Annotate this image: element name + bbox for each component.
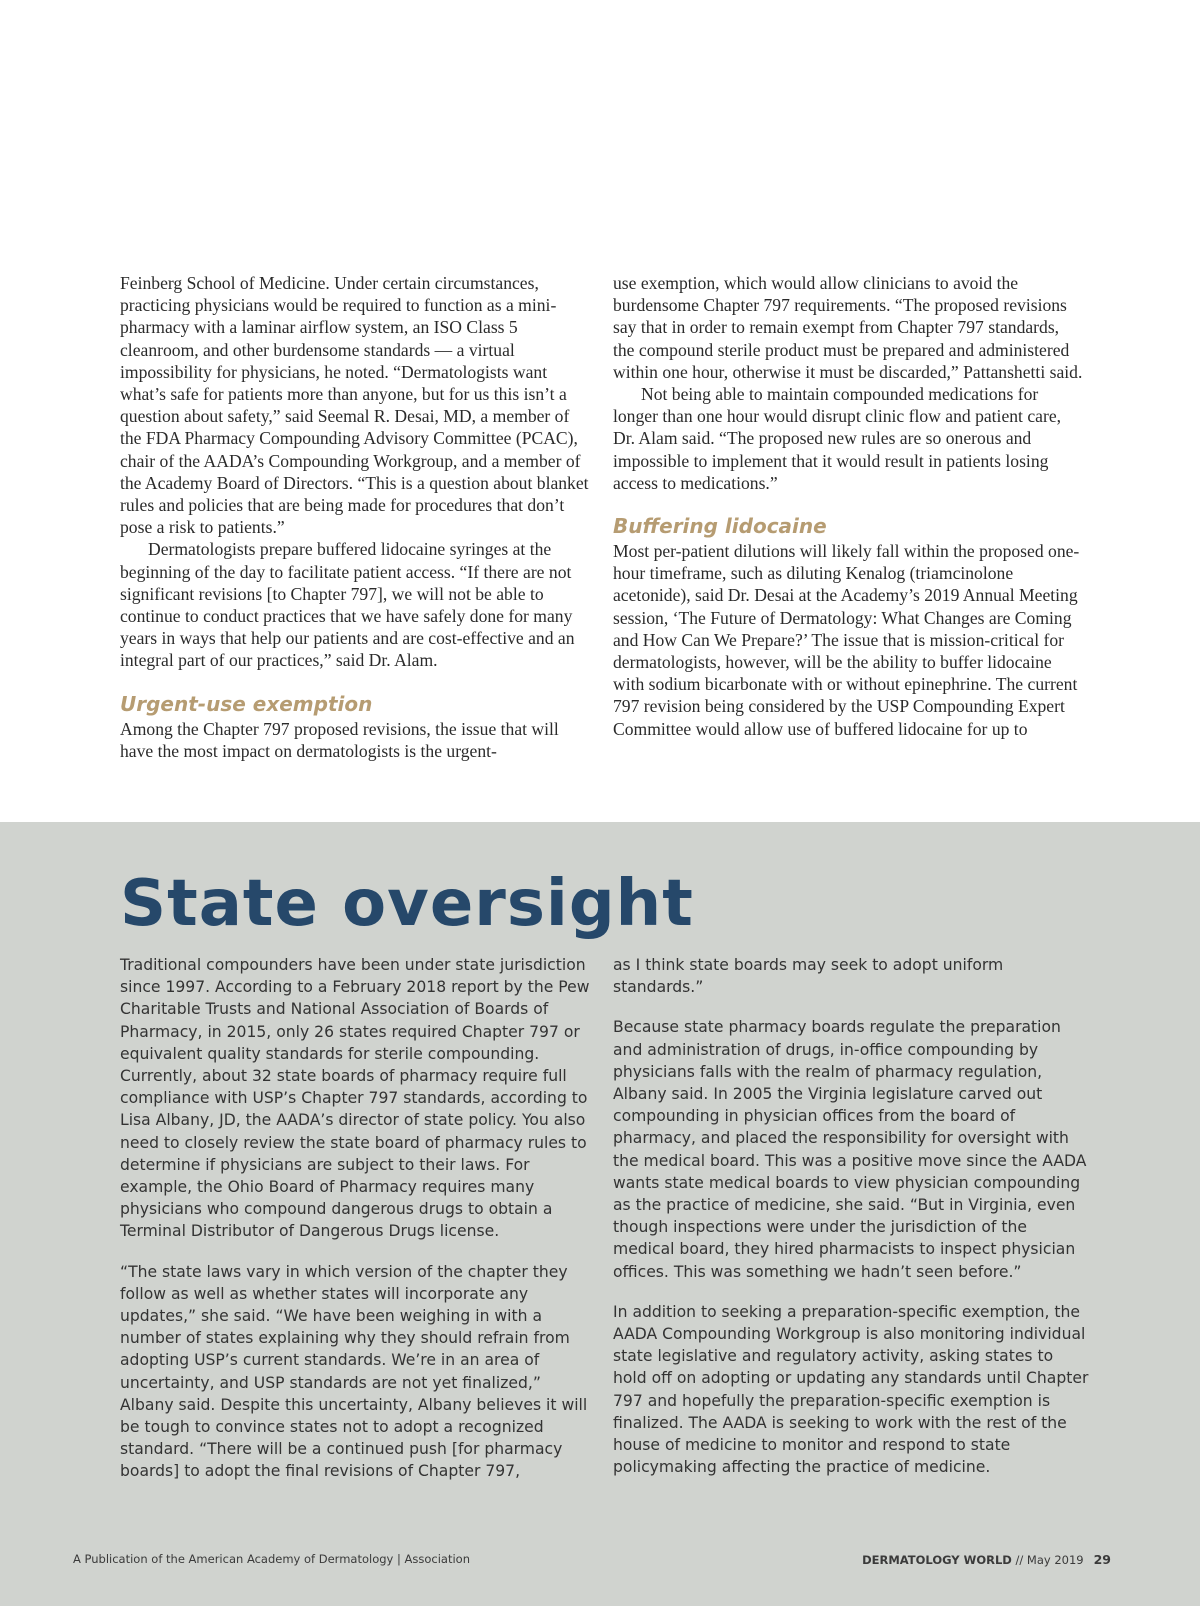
article-paragraph: Most per-patient dilutions will likely fall within the proposed one-hour timeframe, such as diluting Kenalog (triamcinolone acetonide), said Dr. Desai at the Academy’s 2019 Annual Meeting session, ‘The Future of Dermatology: What Changes are Coming and How Can We Prepare?’ The issue that is mission-critical for dermatologists, however, will be the ability to buffer lidocaine with sodium bicarbonate with or without epinephrine. The current 797 revision being considered by the USP Compounding Expert Committee would allow use of buffered lidocaine for up to	[613, 541, 1080, 739]
article-paragraph: Feinberg School of Medicine. Under certain circumstances, practicing physicians would be required to function as a mini-pharmacy with a laminar airflow system, an ISO Class 5 cleanroom, and other burdensome standards — a virtual impossibility for physicians, he noted. “Dermatologists want what’s safe for patients more than anyone, but for us this isn’t a question about safety,” said Seemal R. Desai, MD, a member of the FDA Pharmacy Compounding Advisory Committee (PCAC), chair of the AADA’s Compounding Workgroup, and a member of the Academy Board of Directors. “This is a question about blanket rules and policies that are being made for procedures that don’t pose a risk to patients.”	[120, 273, 589, 538]
section-subhead: Urgent-use exemption	[120, 691, 373, 716]
article-paragraph: Dermatologists prepare buffered lidocaine syringes at the beginning of the day to facilitate patient access. “If there are not significant revisions [to Chapter 797], we will not be able to continue to conduct practices that we have safely done for many years in ways that help our patients and are cost-effective and an integral part of our practices,” said Dr. Alam.	[120, 539, 575, 671]
state-oversight-sidebar	[0, 822, 1200, 1606]
article-paragraph: Among the Chapter 797 proposed revisions, the issue that will have the most impact on dermatologists is the urgent-	[120, 718, 559, 761]
sidebar-right-column	[613, 954, 1091, 1496]
sidebar-left-column	[120, 954, 598, 1501]
article-left-column	[120, 272, 590, 762]
article-paragraph: use exemption, which would allow clinicians to avoid the burdensome Chapter 797 requirements. “The proposed revisions say that in order to remain exempt from Chapter 797 standards, the compound sterile product must be prepared and administered within one hour, otherwise it must be discarded,” Pattanshetti said.	[613, 273, 1083, 382]
sidebar-paragraph: Because state pharmacy boards regulate the preparation and administration of drugs, in-office compounding by physicians falls with the realm of pharmacy regulation, Albany said. In 2005 the Virginia legislature carved out compounding in physician offices from the board of pharmacy, and placed the responsibility for oversight with the medical board. This was a positive move since the AADA wants state medical boards to view physician compounding as the practice of medicine, she said. “But in Virginia, even though inspections were under the jurisdiction of the medical board, they hired pharmacists to inspect physician offices. This was something we hadn’t seen before.”	[613, 1018, 1087, 1281]
article-paragraph: Not being able to maintain compounded medications for longer than one hour would disrupt clinic flow and patient care, Dr. Alam said. “The proposed new rules are so onerous and impossible to implement that it would result in patients losing access to medications.”	[613, 384, 1062, 493]
magazine-name: DERMATOLOGY WORLD	[862, 1553, 1012, 1567]
sidebar-paragraph: Traditional compounders have been under state jurisdiction since 1997. According to a February 2018 report by the Pew Charitable Trusts and National Association of Boards of Pharmacy, in 2015, only 26 states required Chapter 797 or equivalent quality standards for sterile compounding. Currently, about 32 state boards of pharmacy require full compliance with USP’s Chapter 797 standards, according to Lisa Albany, JD, the AADA’s director of state policy. You also need to closely review the state board of pharmacy rules to determine if physicians are subject to their laws. For example, the Ohio Board of Pharmacy requires many physicians who compound dangerous drugs to obtain a Terminal Distributor of Dangerous Drugs license.	[120, 956, 590, 1241]
page-number: 29	[1093, 1552, 1111, 1567]
sidebar-paragraph: In addition to seeking a preparation-specific exemption, the AADA Compounding Workgroup is also monitoring individual state legislative and regulatory activity, asking states to hold off on adopting or updating any standards until Chapter 797 and hopefully the preparation-specific exemption is finalized. The AADA is seeking to work with the rest of the house of medicine to monitor and respond to state policymaking affecting the practice of medicine.	[613, 1302, 1089, 1477]
issue-date: May 2019	[1026, 1553, 1084, 1567]
folio	[862, 1552, 1111, 1567]
sidebar-paragraph: as I think state boards may seek to adopt uniform standards.”	[613, 956, 1004, 997]
sidebar-title: State oversight	[120, 867, 694, 941]
sidebar-paragraph: “The state laws vary in which version of the chapter they follow as well as whether states will incorporate any updates,” she said. “We have been weighing in with a number of states explaining why they should refrain from adopting USP’s current standards. We’re in an area of uncertainty, and USP standards are not yet finalized,” Albany said. Despite this uncertainty, Albany believes it will be tough to convince states not to adopt a recognized standard. “There will be a continued push [for pharmacy boards] to adopt the final revisions of Chapter 797,	[120, 1262, 588, 1481]
publisher-line: A Publication of the American Academy of Dermatology | Association	[73, 1552, 471, 1566]
folio-separator: //	[1011, 1553, 1027, 1567]
section-subhead: Buffering lidocaine	[613, 514, 827, 539]
article-right-column	[613, 272, 1083, 740]
